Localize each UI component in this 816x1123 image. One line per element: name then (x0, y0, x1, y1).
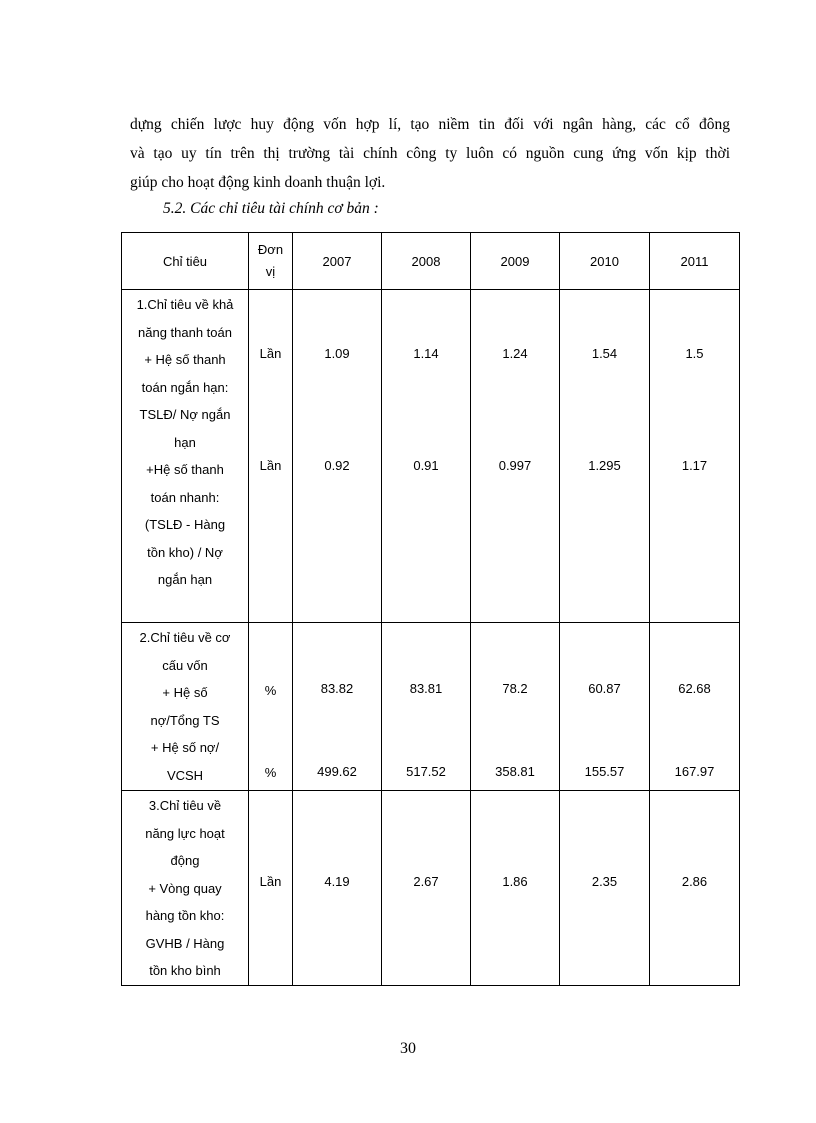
indicator-label-line: 2.Chỉ tiêu về cơ (139, 630, 231, 645)
value-cell (293, 290, 382, 623)
indicator-label-line: năng lực hoạt (145, 825, 225, 841)
indicator-label-line: +Hệ số thanh (146, 462, 224, 477)
indicator-cell (122, 623, 249, 791)
paragraph-line: giúp cho hoạt động kinh doanh thuận lợi. (130, 174, 386, 191)
value: 517.52 (406, 764, 446, 779)
indicator-label-line: TSLĐ/ Nợ ngắn (139, 407, 231, 422)
value: 1.54 (591, 346, 618, 361)
value-cell (650, 623, 740, 791)
value-cell (293, 623, 382, 791)
value-cell (382, 290, 471, 623)
indicator-label-line: ngắn hạn (157, 572, 213, 587)
paragraph-line: và tạo uy tín trên thị trường tài chính công ty luôn có nguồn cung ứng vốn kịp thời (130, 145, 730, 162)
unit-value: Lần (259, 458, 282, 473)
value: 0.91 (413, 458, 439, 473)
value: 78.2 (502, 681, 528, 696)
indicator-label-line: hàng tồn kho: (145, 908, 225, 923)
value: 167.97 (674, 764, 715, 779)
body-paragraph (130, 110, 730, 197)
value-cell (382, 791, 471, 986)
value-cell (471, 791, 560, 986)
indicator-label-line: 1.Chỉ tiêu về khả (136, 297, 234, 312)
indicator-label-line: tồn kho) / Nợ (147, 544, 223, 560)
value: 2.86 (681, 874, 708, 889)
unit-cell (249, 623, 293, 791)
value: 1.09 (324, 346, 350, 361)
indicator-label-line: (TSLĐ - Hàng (144, 517, 226, 532)
header-unit-line: Đơn (257, 242, 284, 257)
unit-value: % (264, 683, 277, 698)
value: 1.14 (413, 346, 439, 361)
value: 1.295 (588, 458, 621, 473)
indicator-label-line: tồn kho bình (149, 963, 221, 978)
value: 1.17 (681, 458, 708, 473)
value: 60.87 (588, 681, 621, 696)
value: 4.19 (324, 874, 350, 889)
indicator-label-line: cấu vốn (162, 657, 208, 673)
header-unit-line: vị (265, 264, 276, 279)
value: 0.997 (498, 458, 532, 473)
indicator-label-line: GVHB / Hàng (145, 935, 225, 951)
value-cell (560, 290, 650, 623)
table-row (122, 791, 740, 986)
page-number: 30 (400, 1040, 416, 1057)
value: 1.86 (502, 874, 528, 889)
unit-value: Lần (259, 874, 282, 889)
table-row (122, 290, 740, 623)
value: 155.57 (584, 764, 625, 779)
section-title: 5.2. Các chỉ tiêu tài chính cơ bản : (163, 200, 379, 217)
value-cell (382, 623, 471, 791)
value: 1.24 (502, 346, 528, 361)
value: 2.67 (413, 874, 439, 889)
value-cell (293, 791, 382, 986)
header-year-2011: 2011 (650, 233, 740, 290)
indicator-label-line: nợ/Tổng TS (150, 712, 220, 728)
header-year-2010: 2010 (560, 233, 650, 290)
value: 0.92 (324, 458, 350, 473)
value-cell (560, 791, 650, 986)
unit-cell (249, 791, 293, 986)
indicator-label-line: toán nhanh: (150, 489, 220, 505)
indicator-cell (122, 290, 249, 623)
indicator-label-line: + Hệ số (162, 685, 208, 700)
value: 62.68 (678, 681, 711, 696)
value: 83.81 (409, 681, 443, 696)
unit-cell (249, 290, 293, 623)
value: 499.62 (317, 764, 357, 779)
value-cell (471, 623, 560, 791)
value-cell (560, 623, 650, 791)
header-year-2008: 2008 (382, 233, 471, 290)
value: 2.35 (591, 874, 618, 889)
header-unit (249, 233, 293, 290)
value: 1.5 (685, 346, 704, 361)
value-cell (650, 290, 740, 623)
unit-value: Lần (259, 346, 282, 361)
indicator-label-line: VCSH (166, 767, 204, 783)
indicator-label-line: toán ngắn hạn: (141, 379, 229, 395)
paragraph-line: dựng chiến lược huy động vốn hợp lí, tạo niềm tin đối với ngân hàng, các cổ đông (130, 116, 730, 133)
unit-value: % (264, 765, 277, 780)
financial-indicators-table (121, 232, 740, 986)
header-indicator: Chỉ tiêu (122, 233, 249, 290)
value-cell (471, 290, 560, 623)
header-year-2007: 2007 (293, 233, 382, 290)
indicator-label-line: + Hệ số thanh (144, 352, 226, 367)
table-row (122, 623, 740, 791)
indicator-label-line: năng thanh toán (138, 324, 232, 340)
indicator-cell (122, 791, 249, 986)
indicator-label-line: + Vòng quay (148, 880, 222, 896)
value-cell (650, 791, 740, 986)
indicator-label-line: động (170, 853, 200, 868)
indicator-label-line: 3.Chỉ tiêu về (148, 798, 222, 813)
indicator-label-line: hạn (174, 434, 196, 450)
value: 83.82 (320, 681, 354, 696)
header-year-2009: 2009 (471, 233, 560, 290)
table-header-row (122, 233, 740, 290)
value: 358.81 (495, 764, 535, 779)
indicator-label-line: + Hệ số nợ/ (150, 740, 220, 755)
